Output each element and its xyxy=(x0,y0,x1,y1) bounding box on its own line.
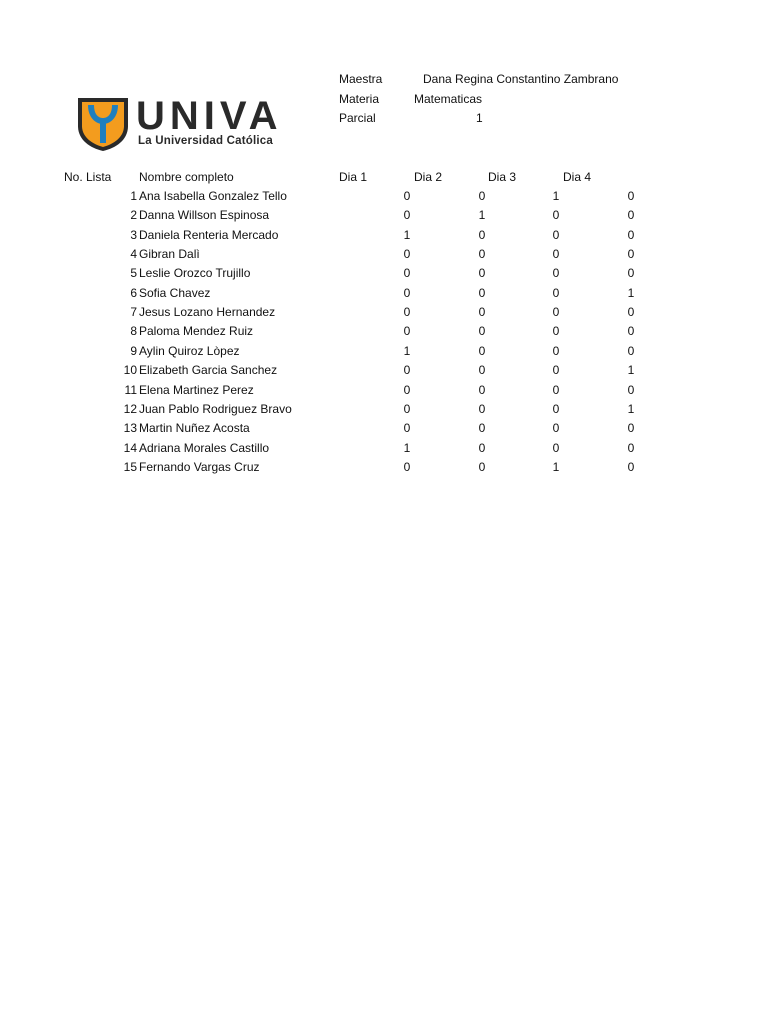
row-number: 7 xyxy=(130,305,137,319)
dia-4-value: 1 xyxy=(627,402,635,416)
dia-1-value: 0 xyxy=(403,189,411,203)
row-number: 10 xyxy=(123,363,137,377)
row-number: 5 xyxy=(130,266,137,280)
dia-1-value: 0 xyxy=(403,421,411,435)
dia-2-value: 0 xyxy=(478,460,486,474)
dia-4-value: 0 xyxy=(627,305,635,319)
parcial-label: Parcial xyxy=(339,111,376,125)
dia-4-value: 0 xyxy=(627,383,635,397)
dia-4-value: 0 xyxy=(627,421,635,435)
dia-3-value: 0 xyxy=(552,324,560,338)
dia-4-value: 0 xyxy=(627,266,635,280)
univa-wordmark: UNIVA xyxy=(136,94,283,138)
dia-4-value: 0 xyxy=(627,189,635,203)
student-name: Danna Willson Espinosa xyxy=(139,208,270,222)
row-number: 15 xyxy=(123,460,137,474)
dia-1-value: 1 xyxy=(403,228,411,242)
dia-1-value: 0 xyxy=(403,286,411,300)
dia-4-value: 0 xyxy=(627,460,635,474)
dia-2-value: 0 xyxy=(478,363,486,377)
dia-1-value: 0 xyxy=(403,266,411,280)
dia-4-value: 0 xyxy=(627,344,635,358)
dia-3-value: 0 xyxy=(552,363,560,377)
dia-1-value: 1 xyxy=(403,441,411,455)
student-name: Ana Isabella Gonzalez Tello xyxy=(139,189,287,203)
row-number: 11 xyxy=(124,383,137,397)
student-name: Leslie Orozco Trujillo xyxy=(139,266,251,280)
row-number: 13 xyxy=(123,421,137,435)
dia-3-value: 0 xyxy=(552,421,560,435)
univa-logo xyxy=(76,96,320,152)
dia-3-value: 0 xyxy=(552,402,560,416)
dia-2-value: 0 xyxy=(478,266,486,280)
dia-1-value: 0 xyxy=(403,460,411,474)
dia-1-value: 0 xyxy=(403,208,411,222)
header-dia-3: Dia 3 xyxy=(488,170,517,184)
dia-4-value: 0 xyxy=(627,228,635,242)
maestra-value: Dana Regina Constantino Zambrano xyxy=(423,72,619,86)
dia-1-value: 0 xyxy=(403,383,411,397)
row-number: 3 xyxy=(130,228,137,242)
materia-label: Materia xyxy=(339,92,380,106)
dia-4-value: 1 xyxy=(627,286,635,300)
dia-2-value: 0 xyxy=(478,344,486,358)
dia-4-value: 0 xyxy=(627,324,635,338)
student-name: Aylin Quiroz Lòpez xyxy=(139,344,240,358)
dia-3-value: 1 xyxy=(552,460,560,474)
row-number: 9 xyxy=(130,344,137,358)
row-number: 6 xyxy=(130,286,137,300)
student-name: Juan Pablo Rodriguez Bravo xyxy=(139,402,292,416)
dia-3-value: 0 xyxy=(552,383,560,397)
univa-shield-icon xyxy=(76,96,130,152)
dia-2-value: 0 xyxy=(478,228,486,242)
dia-3-value: 0 xyxy=(552,344,560,358)
dia-3-value: 1 xyxy=(552,189,560,203)
dia-3-value: 0 xyxy=(552,208,560,222)
student-name: Sofia Chavez xyxy=(139,286,211,300)
row-number: 14 xyxy=(123,441,137,455)
row-number: 1 xyxy=(130,189,137,203)
dia-1-value: 0 xyxy=(403,305,411,319)
dia-2-value: 0 xyxy=(478,286,486,300)
dia-2-value: 0 xyxy=(478,189,486,203)
dia-4-value: 1 xyxy=(627,363,635,377)
dia-1-value: 0 xyxy=(403,247,411,261)
maestra-label: Maestra xyxy=(339,72,383,86)
header-no-lista: No. Lista xyxy=(64,170,112,184)
parcial-value: 1 xyxy=(476,111,483,125)
materia-value: Matematicas xyxy=(414,92,483,106)
student-name: Jesus Lozano Hernandez xyxy=(139,305,276,319)
student-name: Adriana Morales Castillo xyxy=(139,441,270,455)
dia-3-value: 0 xyxy=(552,266,560,280)
dia-1-value: 0 xyxy=(403,324,411,338)
dia-1-value: 0 xyxy=(403,363,411,377)
dia-3-value: 0 xyxy=(552,441,560,455)
dia-4-value: 0 xyxy=(627,441,635,455)
row-number: 8 xyxy=(130,324,137,338)
student-name: Fernando Vargas Cruz xyxy=(139,460,260,474)
dia-2-value: 1 xyxy=(478,208,486,222)
dia-3-value: 0 xyxy=(552,286,560,300)
dia-3-value: 0 xyxy=(552,228,560,242)
dia-2-value: 0 xyxy=(478,305,486,319)
student-name: Gibran Dalì xyxy=(139,247,200,261)
header-nombre: Nombre completo xyxy=(139,170,234,184)
student-name: Paloma Mendez Ruiz xyxy=(139,324,254,338)
dia-2-value: 0 xyxy=(478,247,486,261)
student-name: Elena Martinez Perez xyxy=(139,383,254,397)
dia-2-value: 0 xyxy=(478,324,486,338)
dia-3-value: 0 xyxy=(552,247,560,261)
dia-4-value: 0 xyxy=(627,247,635,261)
row-number: 2 xyxy=(130,208,137,222)
dia-2-value: 0 xyxy=(478,421,486,435)
student-name: Martin Nuñez Acosta xyxy=(139,421,250,435)
header-dia-1: Dia 1 xyxy=(339,170,368,184)
student-name: Elizabeth Garcia Sanchez xyxy=(139,363,278,377)
header-dia-2: Dia 2 xyxy=(414,170,443,184)
dia-2-value: 0 xyxy=(478,402,486,416)
dia-2-value: 0 xyxy=(478,383,486,397)
student-name: Daniela Renteria Mercado xyxy=(139,228,279,242)
dia-2-value: 0 xyxy=(478,441,486,455)
dia-1-value: 0 xyxy=(403,402,411,416)
dia-3-value: 0 xyxy=(552,305,560,319)
row-number: 4 xyxy=(130,247,137,261)
dia-1-value: 1 xyxy=(403,344,411,358)
dia-4-value: 0 xyxy=(627,208,635,222)
header-dia-4: Dia 4 xyxy=(563,170,592,184)
univa-tagline: La Universidad Católica xyxy=(138,135,273,147)
row-number: 12 xyxy=(123,402,137,416)
